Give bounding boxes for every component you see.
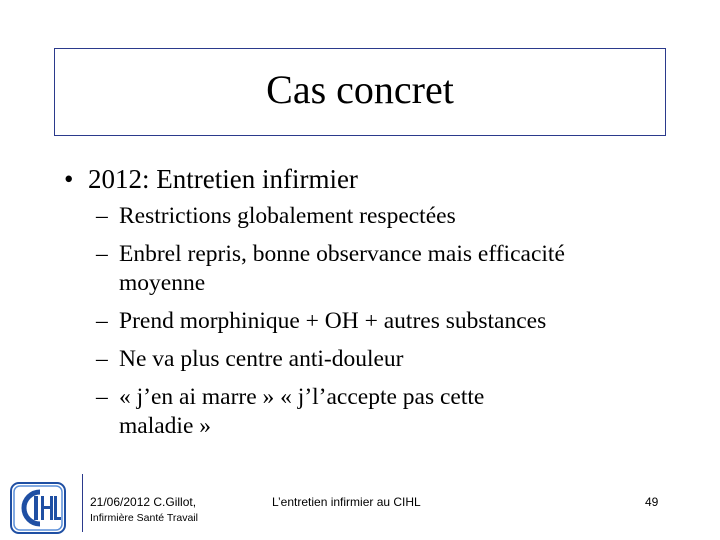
sub-item-dash: – (96, 384, 108, 410)
sub-item (64, 345, 684, 374)
slide-title: Cas concret (266, 66, 454, 112)
sub-item (64, 307, 684, 336)
bullet-text: 2012: Entretien infirmier (88, 164, 358, 194)
sub-item (64, 240, 684, 298)
sub-item-dash: – (96, 308, 108, 334)
bullet-list (64, 162, 684, 450)
sub-item-line: Enbrel repris, bonne observance mais efficacité (119, 241, 565, 267)
sub-item-line: Prend morphinique + OH + autres substances (119, 308, 547, 334)
sub-item-dash: – (96, 203, 108, 229)
bullet-item (64, 162, 684, 196)
footer-center-text: L’entretien infirmier au CIHL (272, 495, 421, 509)
footer-author: Infirmière Santé Travail (90, 512, 198, 524)
sub-item-list (64, 202, 684, 441)
bullet-symbol: • (64, 164, 74, 194)
sub-item-dash: – (96, 241, 108, 267)
footer-divider (82, 474, 83, 532)
sub-item-line: moyenne (119, 270, 206, 296)
title-box (54, 48, 666, 136)
page-number: 49 (645, 495, 659, 509)
footer-date: 21/06/2012 C.Gillot, (90, 495, 197, 509)
sub-item-line: Restrictions globalement respectées (119, 203, 456, 229)
sub-item (64, 202, 684, 231)
sub-item-line: Ne va plus centre anti-douleur (119, 346, 404, 372)
sub-item (64, 383, 684, 441)
sub-item-dash: – (96, 346, 108, 372)
sub-item-line: « j’en ai marre » « j’l’accepte pas cette (119, 384, 485, 410)
sub-item-line: maladie » (119, 413, 212, 439)
cihl-logo-icon (10, 482, 66, 534)
